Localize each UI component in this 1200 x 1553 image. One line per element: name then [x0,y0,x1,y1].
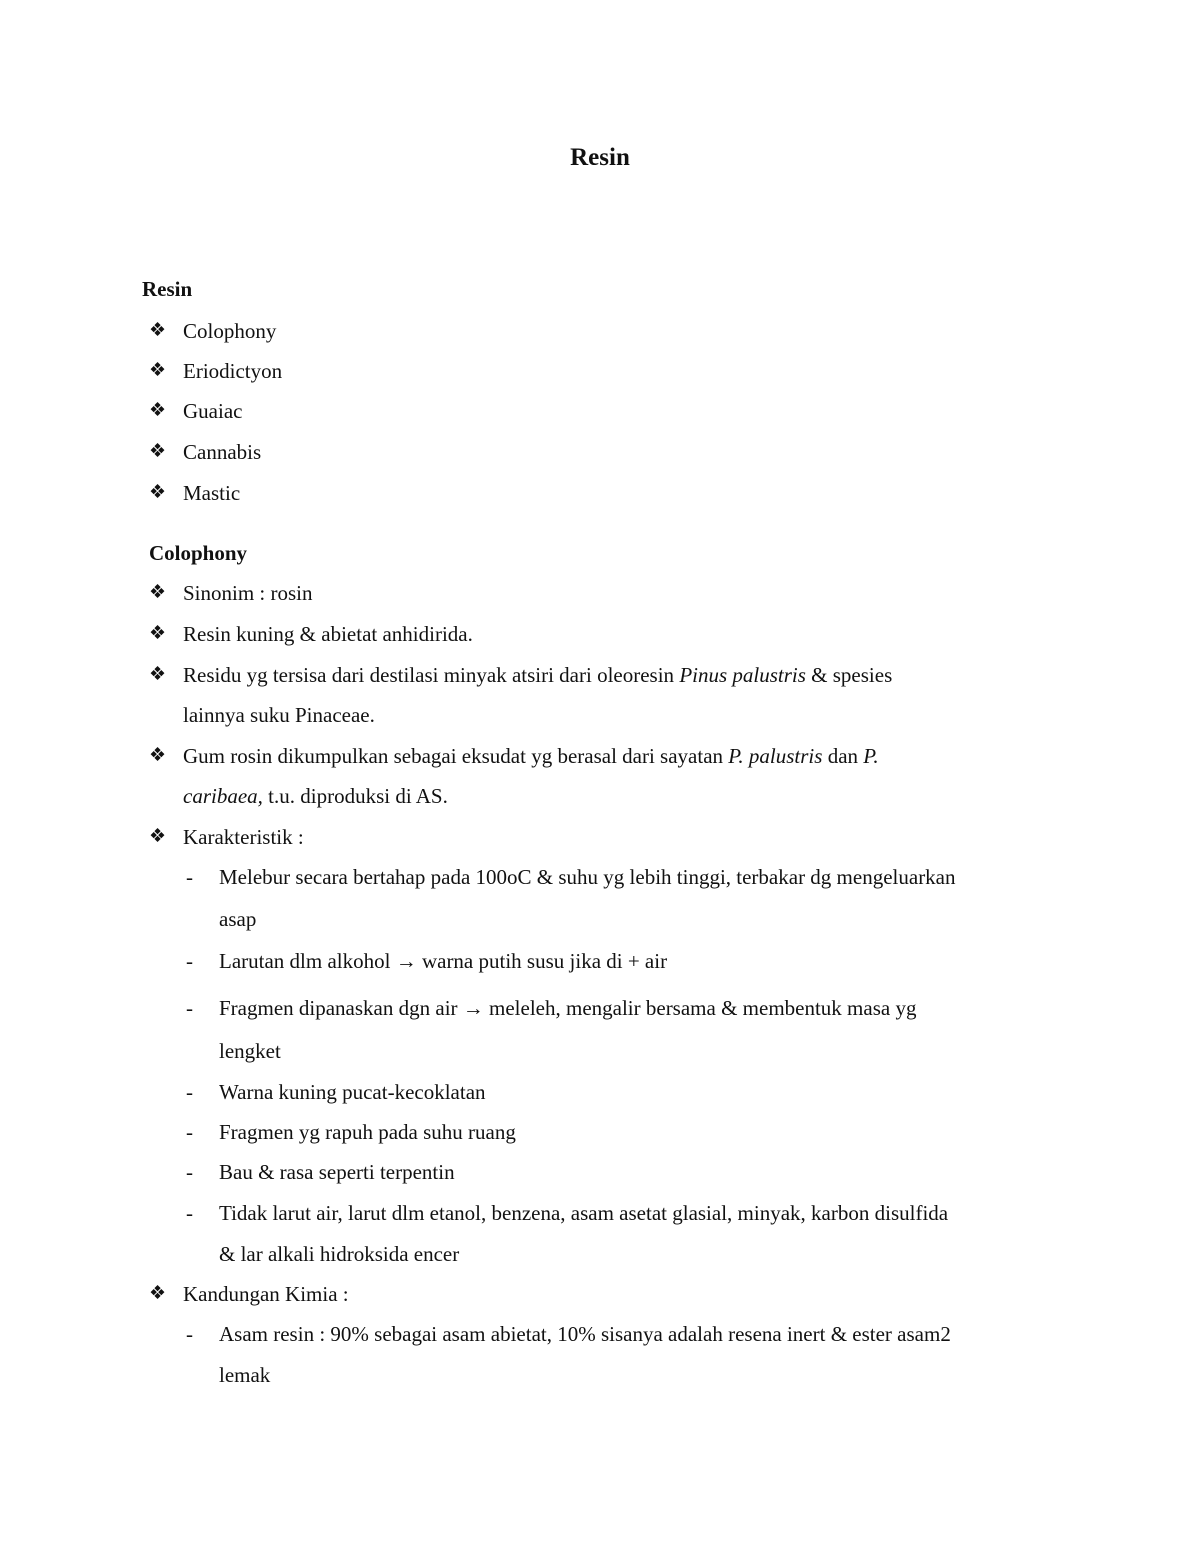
colophony-gum-line2 [183,781,448,811]
bullet-icon: ❖ [149,400,167,421]
karakteristik-item-line: Melebur secara bertahap pada 100oC & suhu yg lebih tinggi, terbakar dg mengeluarkan [219,865,956,889]
bullet-icon: ❖ [149,320,167,341]
kandungan-item-line: Asam resin : 90% sebagai asam abietat, 10% sisanya adalah resena inert & ester asam2 [219,1322,951,1346]
kandungan-item-line: lemak [219,1363,271,1387]
bullet-icon: ❖ [149,664,167,685]
bullet-icon: ❖ [149,441,167,462]
colophony-residu-line2: lainnya suku Pinaceae. [183,703,375,727]
dash-marker: - [186,1160,193,1184]
page-title: Resin [570,144,630,171]
bullet-icon: ❖ [149,482,167,503]
karakteristik-item-line: asap [219,907,257,931]
karakteristik-item-line: Fragmen dipanaskan dgn air → meleleh, mengalir bersama & membentuk masa yg [219,996,917,1020]
bullet-icon: ❖ [149,745,167,766]
resin-list-item: Eriodictyon [183,359,283,383]
resin-list-item: Mastic [183,481,241,505]
text-span: & spesies [805,663,893,687]
section-heading-resin: Resin [142,277,193,301]
karakteristik-item-line: lengket [219,1039,281,1063]
resin-list-item: Guaiac [183,399,243,423]
bullet-icon: ❖ [149,623,167,644]
karakteristik-item-line: & lar alkali hidroksida encer [219,1242,460,1266]
colophony-sinonim: Sinonim : rosin [183,581,313,605]
resin-list-item: Cannabis [183,440,262,464]
species-name: Pinus palustris [679,663,806,687]
dash-marker: - [186,996,193,1020]
dash-marker: - [186,1120,193,1144]
dash-marker: - [186,1201,193,1225]
dash-marker: - [186,1322,193,1346]
text-span: Gum rosin dikumpulkan sebagai eksudat yg berasal dari sayatan [183,744,729,768]
karakteristik-item-line: Larutan dlm alkohol → warna putih susu jika di + air [219,949,668,973]
species-name: P. palustris [728,744,823,768]
text-span: Residu yg tersisa dari destilasi minyak atsiri dari oleoresin [183,663,680,687]
colophony-karakteristik: Karakteristik : [183,825,304,849]
section-heading-colophony: Colophony [149,541,248,565]
resin-list-item: Colophony [183,319,277,343]
species-name: caribaea, [183,784,263,808]
karakteristik-item-line: Tidak larut air, larut dlm etanol, benzena, asam asetat glasial, minyak, karbon disulfida [219,1201,949,1225]
colophony-kandungan: Kandungan Kimia : [183,1282,349,1306]
karakteristik-item-line: Warna kuning pucat-kecoklatan [219,1080,486,1104]
colophony-gum-line1 [183,741,879,771]
text-span: t.u. diproduksi di AS. [262,784,448,808]
dash-marker: - [186,1080,193,1104]
species-name: P. [863,744,879,768]
colophony-resin-kuning: Resin kuning & abietat anhidirida. [183,622,473,646]
text-span: dan [822,744,864,768]
bullet-icon: ❖ [149,826,167,847]
dash-marker: - [186,949,193,973]
karakteristik-item-line: Fragmen yg rapuh pada suhu ruang [219,1120,516,1144]
bullet-icon: ❖ [149,1283,167,1304]
karakteristik-item-line: Bau & rasa seperti terpentin [219,1160,455,1184]
bullet-icon: ❖ [149,360,167,381]
bullet-icon: ❖ [149,582,167,603]
dash-marker: - [186,865,193,889]
colophony-residu-line1 [183,660,892,690]
